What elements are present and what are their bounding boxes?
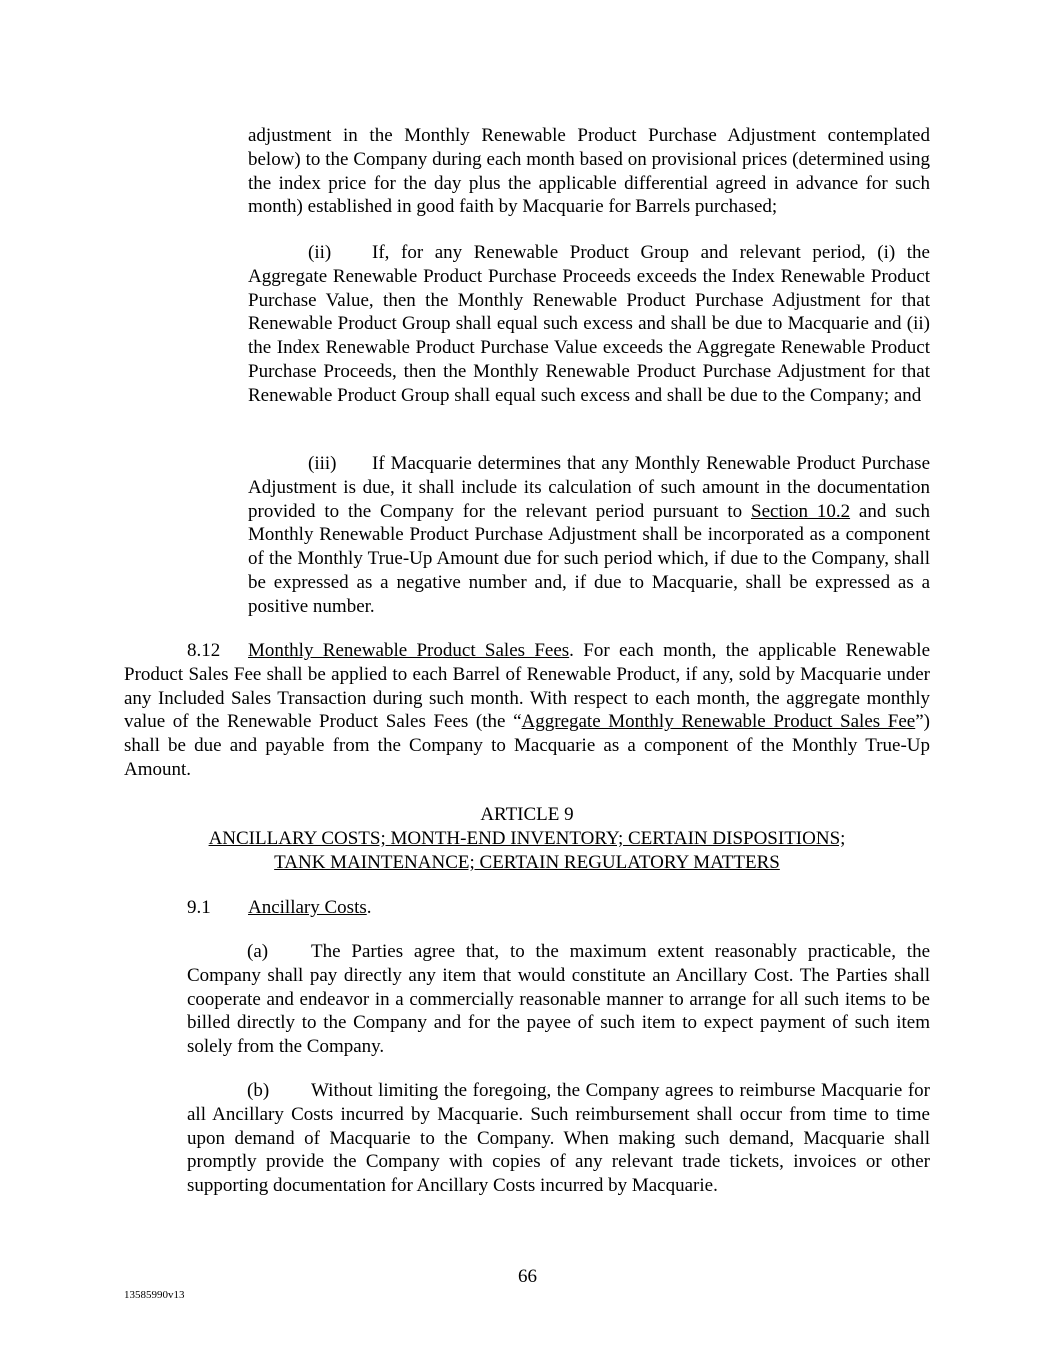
continuation-paragraph: adjustment in the Monthly Renewable Product Purchase Adjustment contemplated below) to the Company during each month based on provisional prices (determined using the index price for the day plus the applicable differential agreed in advance for such month) established in good faith by Macquarie for Barrels purchased;	[248, 125, 930, 218]
subsection-a-label: (a)	[247, 941, 269, 962]
section-8-12-text-a: For each month, the applicable Renewable Product Sales Fee shall be applied to each Barrel of Renewable Product, if any, sold by Macquarie under any Included Sales Transaction during such month. With respect to each month, the aggregate monthly value of the Renewable Product Sales Fees (the “	[124, 640, 931, 733]
section-8-12-text-b: ”) shall be due and payable from the Company to Macquarie as a component of the Monthly True-Up Amount.	[124, 711, 930, 780]
section-9-1-title: Ancillary Costs	[248, 897, 367, 918]
page-number: 66	[518, 1266, 537, 1287]
clause-iii-text-b: and such Monthly Renewable Product Purchase Adjustment shall be incorporated as a component of the Monthly True-Up Amount due for such period which, if due to the Company, shall be expressed as a negative number and, if due to Macquarie, shall be expressed as a positive number.	[248, 500, 930, 617]
section-8-12-number: 8.12	[187, 640, 221, 661]
clause-ii	[248, 241, 930, 408]
subsection-b-label: (b)	[247, 1080, 270, 1101]
clause-iii	[248, 452, 930, 619]
clause-ii-text: If, for any Renewable Product Group and relevant period, (i) the Aggregate Renewable Product Purchase Proceeds exceeds the Index Renewable Product Purchase Value, then the Monthly Renewable Product Purchase Adjustment for that Renewable Product Group shall equal such excess and shall be due to Macquarie and (ii) the Index Renewable Product Purchase Value exceeds the Aggregate Renewable Product Purchase Proceeds, then the Monthly Renewable Product Purchase Adjustment for that Renewable Product Group shall equal such excess and shall be due to the Company; and	[248, 242, 930, 406]
article-title-line-1: ANCILLARY COSTS; MONTH-END INVENTORY; CERTAIN DISPOSITIONS;	[208, 828, 846, 849]
subsection-b	[187, 1079, 930, 1198]
aggregate-fee-defined-term: Aggregate Monthly Renewable Product Sales Fee	[521, 711, 916, 733]
clause-iii-label: (iii)	[308, 453, 337, 474]
clause-ii-label: (ii)	[308, 242, 332, 263]
section-9-1-heading: 9.1 Ancillary Costs.	[187, 897, 372, 918]
section-9-1-number: 9.1	[187, 897, 211, 918]
section-10-2-reference: Section 10.2	[751, 500, 851, 522]
article-number: ARTICLE 9	[480, 804, 574, 825]
subsection-a	[187, 940, 930, 1059]
section-8-12: 8.12 Monthly Renewable Product Sales Fees. For each month, the applicable Renewable Product Sales Fee shall be applied to each Barrel of Renewable Product, if any, sold by Macquarie under any Included Sales Transaction during such month. With respect to each month, the aggregate monthly value of the Renewable Product Sales Fees (the “Aggregate Monthly Renewable Product Sales Fee”) shall be due and payable from the Company to Macquarie as a component of the Monthly True-Up Amount.	[124, 640, 931, 780]
subsection-b-text: Without limiting the foregoing, the Company agrees to reimburse Macquarie for all Ancillary Costs incurred by Macquarie. Such reimbursement shall occur from time to time upon demand of Macquarie to the Company. When making such demand, Macquarie shall promptly provide the Company with copies of any relevant trade tickets, invoices or other supporting documentation for Ancillary Costs incurred by Macquarie.	[187, 1080, 930, 1197]
subsection-a-text: The Parties agree that, to the maximum extent reasonably practicable, the Company shall pay directly any item that would constitute an Ancillary Cost. The Parties shall cooperate and endeavor in a commercially reasonable manner to arrange for all such items to be billed directly to the Company and for the payee of such item to expect payment of such item solely from the Company.	[187, 941, 930, 1058]
section-8-12-title: Monthly Renewable Product Sales Fees	[248, 640, 570, 661]
clause-iii-text-a: If Macquarie determines that any Monthly Renewable Product Purchase Adjustment is due, it shall include its calculation of such amount in the documentation provided to the Company for the relevant period pursuant to	[248, 453, 930, 522]
document-id: 13585990v13	[124, 1289, 185, 1301]
article-title-line-2: TANK MAINTENANCE; CERTAIN REGULATORY MATTERS	[274, 852, 780, 873]
